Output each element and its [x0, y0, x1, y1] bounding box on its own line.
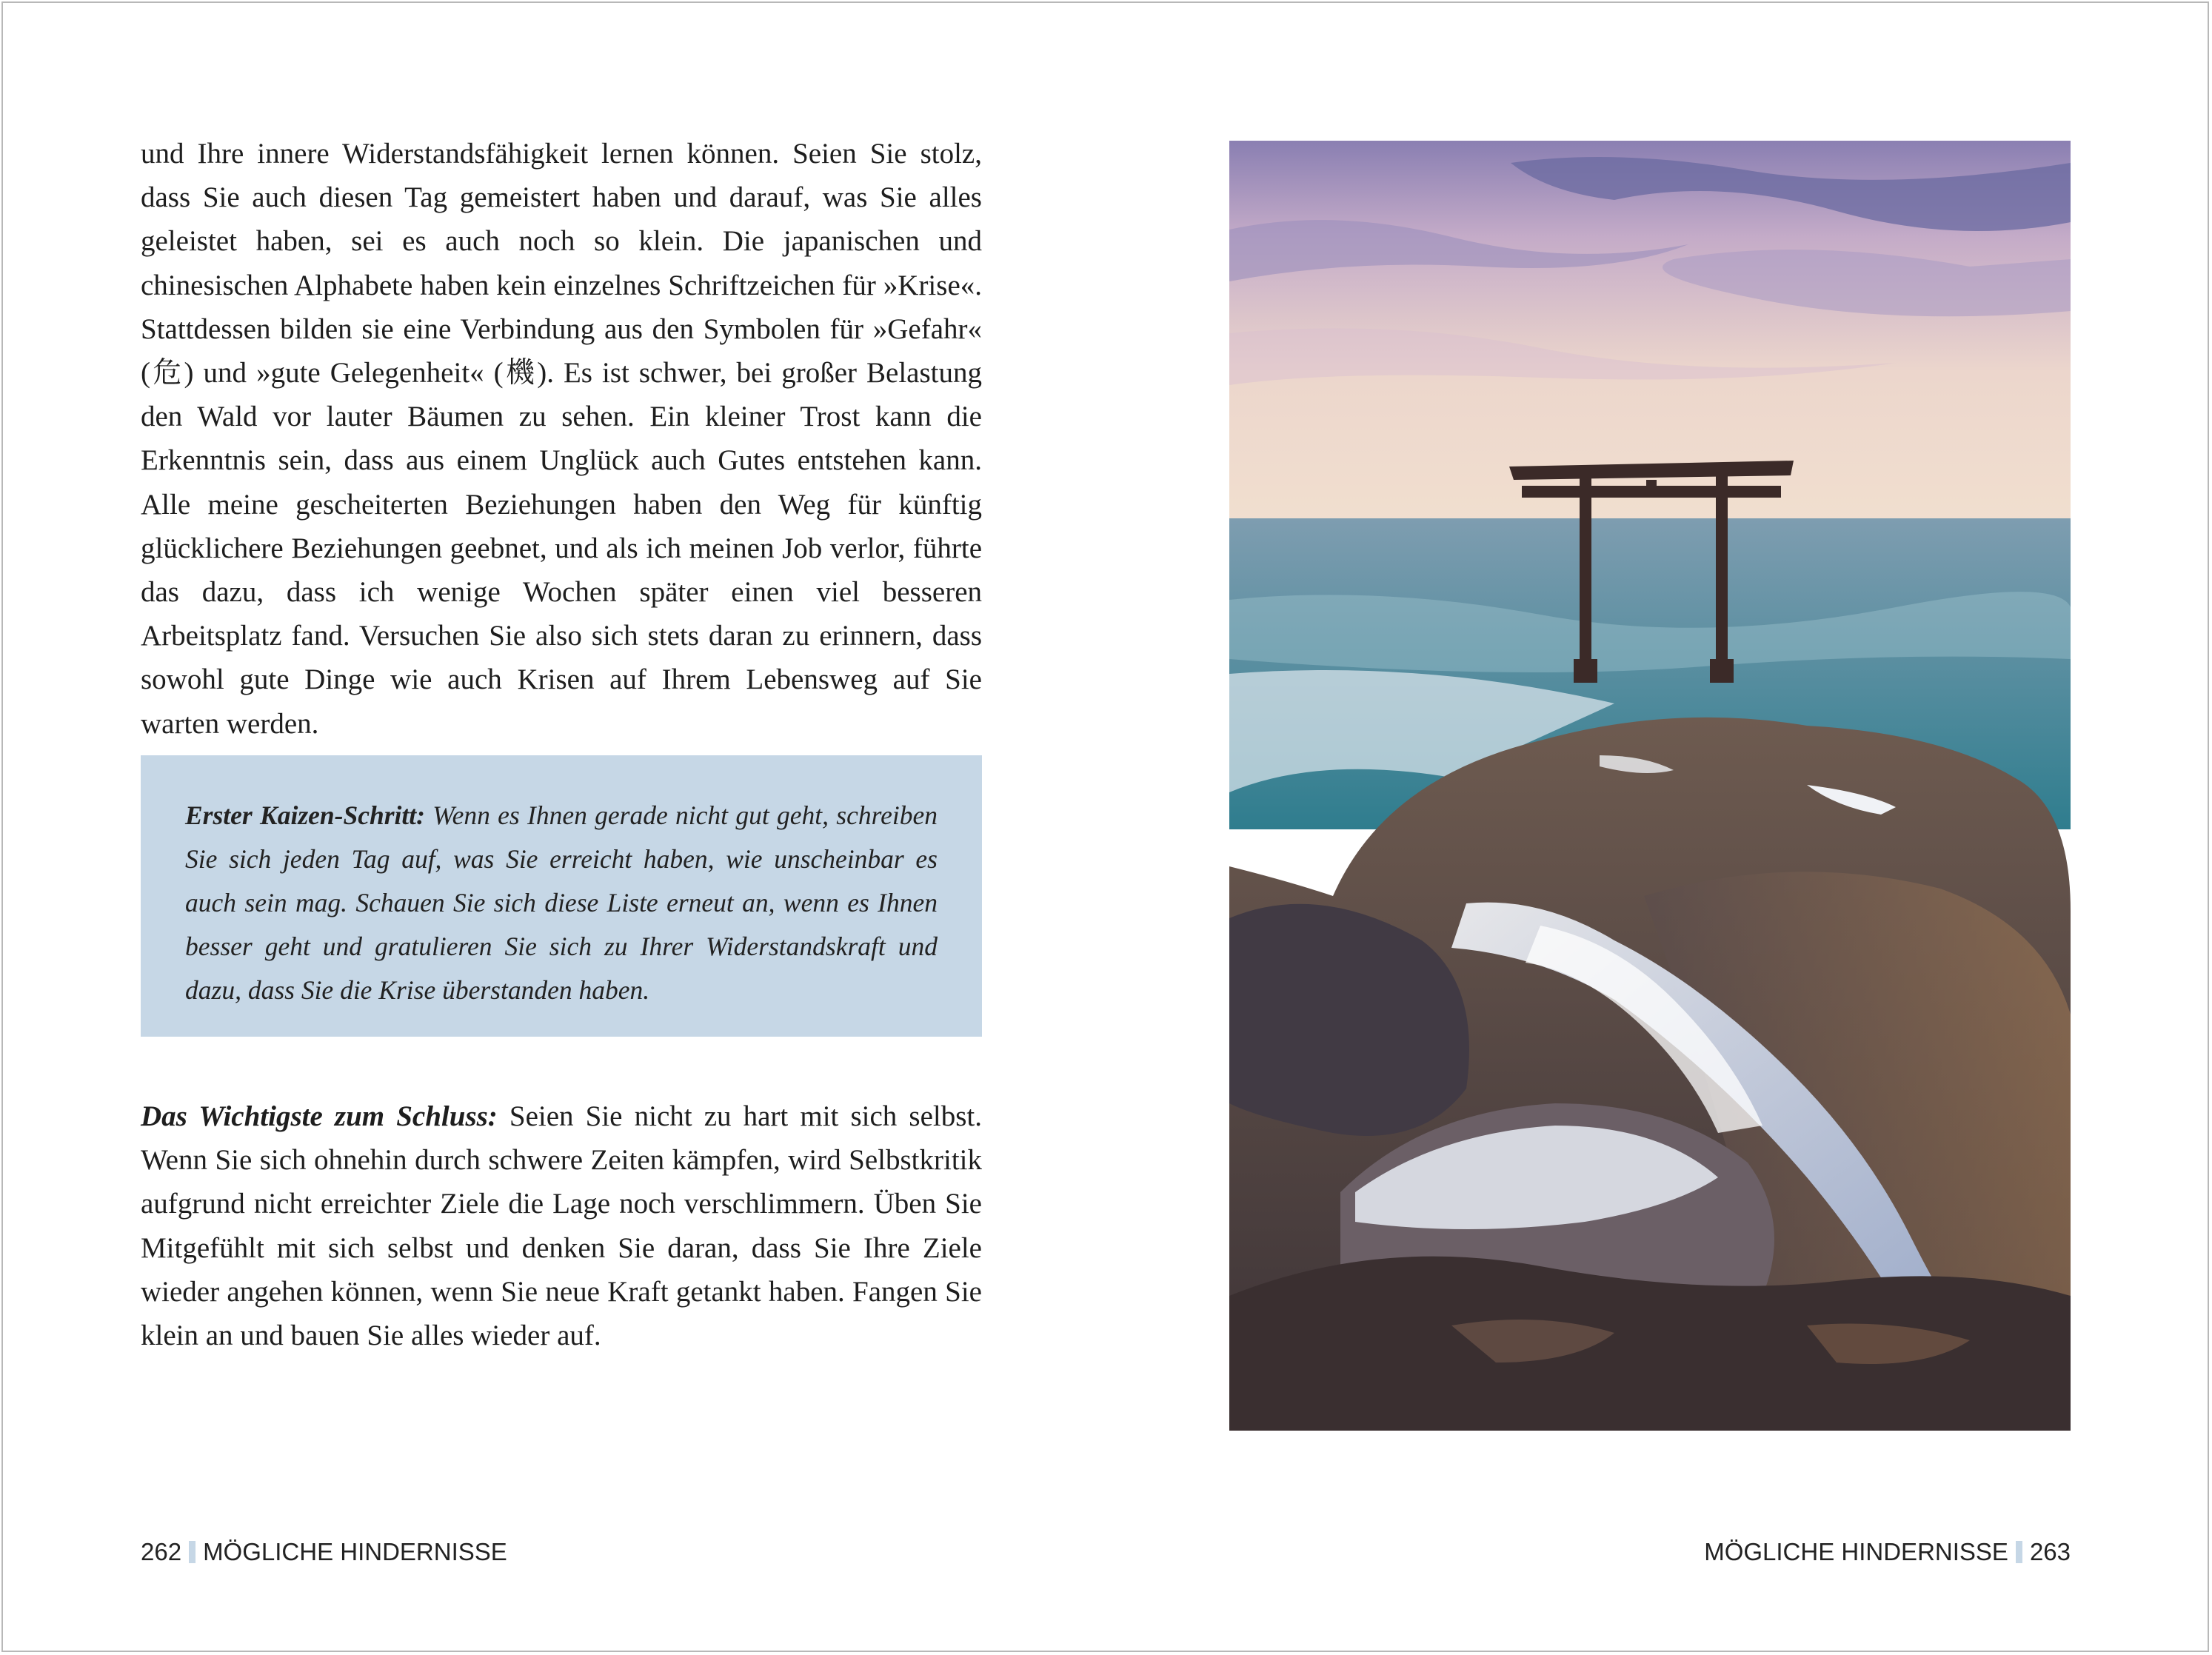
paragraph-2-text: Seien Sie nicht zu hart mit sich selbst. Wenn Sie sich ohnehin durch schwere Zeiten kämpfen, wird Selbstkritik aufgrund nicht erreichter Ziele die Lage noch verschlimmern. Üben Sie Mitgefühlt mit sich selbst und denken Sie daran, dass Sie Ihre Ziele wieder angehen können, wenn Sie neue Kraft getankt haben. Fangen Sie klein an und bauen Sie alles wieder auf.	[141, 1100, 982, 1352]
kaizen-tip-text: Wenn es Ihnen gerade nicht gut geht, schreiben Sie sich jeden Tag auf, was Sie erreicht haben, wie unscheinbar es auch sein mag. Schauen Sie sich diese Liste erneut an, wenn es Ihnen besser geht und gratulieren Sie sich zu Ihrer Widerstandskraft und dazu, dass Sie die Krise überstanden haben.	[185, 800, 938, 1005]
page-number-left: 262	[141, 1538, 182, 1565]
kaizen-tip-box	[141, 755, 982, 1037]
footer-left	[141, 1537, 507, 1567]
running-title-left: MÖGLICHE HINDERNISSE	[203, 1538, 507, 1565]
footer-divider-bar	[2016, 1541, 2022, 1563]
footer-divider-bar	[189, 1541, 196, 1563]
body-paragraph-2	[141, 1094, 982, 1357]
kaizen-tip-lead-in: Erster Kaizen-Schritt:	[185, 800, 425, 830]
page-number-right: 263	[2029, 1538, 2071, 1565]
torii-gate-photo	[1229, 141, 2071, 1431]
body-paragraph-1: und Ihre innere Widerstandsfähigkeit lernen können. Seien Sie stolz, dass Sie auch diesen Tag gemeistert haben und darauf, was Sie alles geleistet haben, sei es auch noch so klein. Die japanischen und chinesischen Alphabete haben kein einzelnes Schriftzeichen für »Krise«. Stattdessen bilden sie eine Verbindung aus den Symbolen für »Gefahr« (危) und »gute Gelegenheit« (機). Es ist schwer, bei großer Belastung den Wald vor lauter Bäumen zu sehen. Ein kleiner Trost kann die Erkenntnis sein, dass aus einem Unglück auch Gutes entstehen kann. Alle meine gescheiterten Beziehungen haben den Weg für künftig glücklichere Beziehungen geebnet, und als ich meinen Job verlor, führte das dazu, dass ich wenige Wochen später einen viel besseren Arbeitsplatz fand. Versuchen Sie also sich stets daran zu erinnern, dass sowohl gute Dinge wie auch Krisen auf Ihrem Lebensweg auf Sie warten werden.	[141, 138, 982, 740]
paragraph-2-lead-in: Das Wichtigste zum Schluss:	[141, 1100, 498, 1132]
footer-right	[1704, 1537, 2071, 1567]
running-title-right: MÖGLICHE HINDERNISSE	[1704, 1538, 2008, 1565]
kaizen-tip-paragraph	[185, 794, 938, 1012]
